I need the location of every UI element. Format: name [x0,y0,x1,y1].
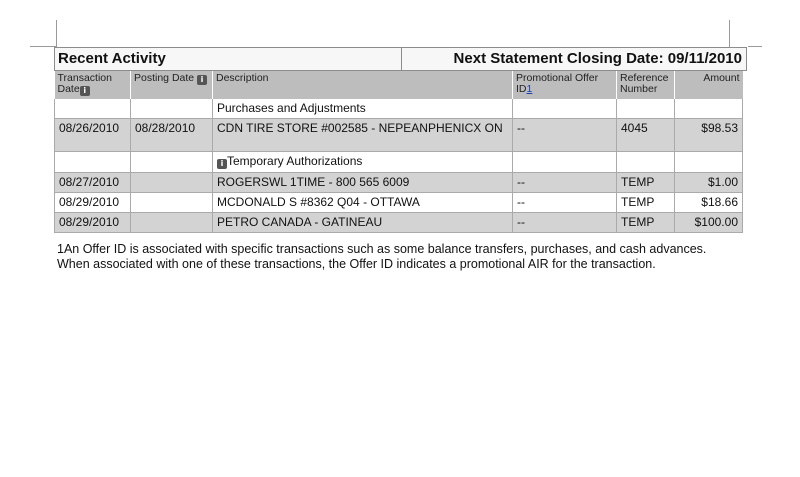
footnote-ref-link[interactable]: 1 [526,83,533,95]
col-description [213,71,513,99]
transaction-date: 08/27/2010 [55,173,131,193]
col-amount-label: Amount [703,72,740,84]
posting-date [131,213,213,233]
offer-id-footnote: 1An Offer ID is associated with specific transactions such as some balance transfers, purchases, and cash advances. When associated with one of these transactions, the Offer ID indicates a promotional AIR for the transaction. [57,242,707,271]
crop-mark [729,20,730,47]
col-reference-number [617,71,675,99]
table-row [55,213,743,233]
col-posting-date-label: Posting Date [134,72,195,84]
description: CDN TIRE STORE #002585 - NEPEANPHENICX ON [213,119,513,152]
amount: $100.00 [675,213,743,233]
section-title: Recent Activity [58,50,166,67]
col-offer-id-label: Promotional Offer ID [516,72,599,95]
header-divider [401,48,402,70]
col-transaction-date[interactable] [55,71,131,99]
offer-id: -- [513,119,617,152]
info-icon[interactable]: i [197,75,207,85]
offer-id: -- [513,173,617,193]
col-description-label: Description [216,72,269,84]
table-row [55,193,743,213]
offer-id: -- [513,193,617,213]
reference-number: TEMP [617,213,675,233]
closing-date-label: Next Statement Closing Date: 09/11/2010 [453,50,742,67]
posting-date: 08/28/2010 [131,119,213,152]
activity-table [54,71,743,233]
description: ROGERSWL 1TIME - 800 565 6009 [213,173,513,193]
group-label: Temporary Authorizations [227,154,363,168]
col-reference-number-label: Reference Number [620,72,669,95]
group-label: Purchases and Adjustments [213,99,513,119]
reference-number: TEMP [617,173,675,193]
group-row-purchases [55,99,743,119]
col-posting-date[interactable] [131,71,213,99]
description: MCDONALD S #8362 Q04 - OTTAWA [213,193,513,213]
table-row [55,119,743,152]
col-transaction-date-label: Transaction Date [57,72,112,95]
posting-date [131,173,213,193]
crop-mark [56,20,57,47]
info-icon[interactable]: i [217,159,227,169]
amount: $18.66 [675,193,743,213]
amount: $1.00 [675,173,743,193]
amount: $98.53 [675,119,743,152]
group-label-cell [213,152,513,173]
col-amount [675,71,743,99]
crop-mark [30,46,56,47]
info-icon[interactable]: i [80,86,90,96]
table-header-row [55,71,743,99]
posting-date [131,193,213,213]
group-row-temporary [55,152,743,173]
recent-activity-header [54,47,747,71]
table-row [55,173,743,193]
crop-mark [748,46,762,47]
transaction-date: 08/29/2010 [55,213,131,233]
transaction-date: 08/29/2010 [55,193,131,213]
reference-number: 4045 [617,119,675,152]
transaction-date: 08/26/2010 [55,119,131,152]
offer-id: -- [513,213,617,233]
reference-number: TEMP [617,193,675,213]
col-offer-id [513,71,617,99]
description: PETRO CANADA - GATINEAU [213,213,513,233]
